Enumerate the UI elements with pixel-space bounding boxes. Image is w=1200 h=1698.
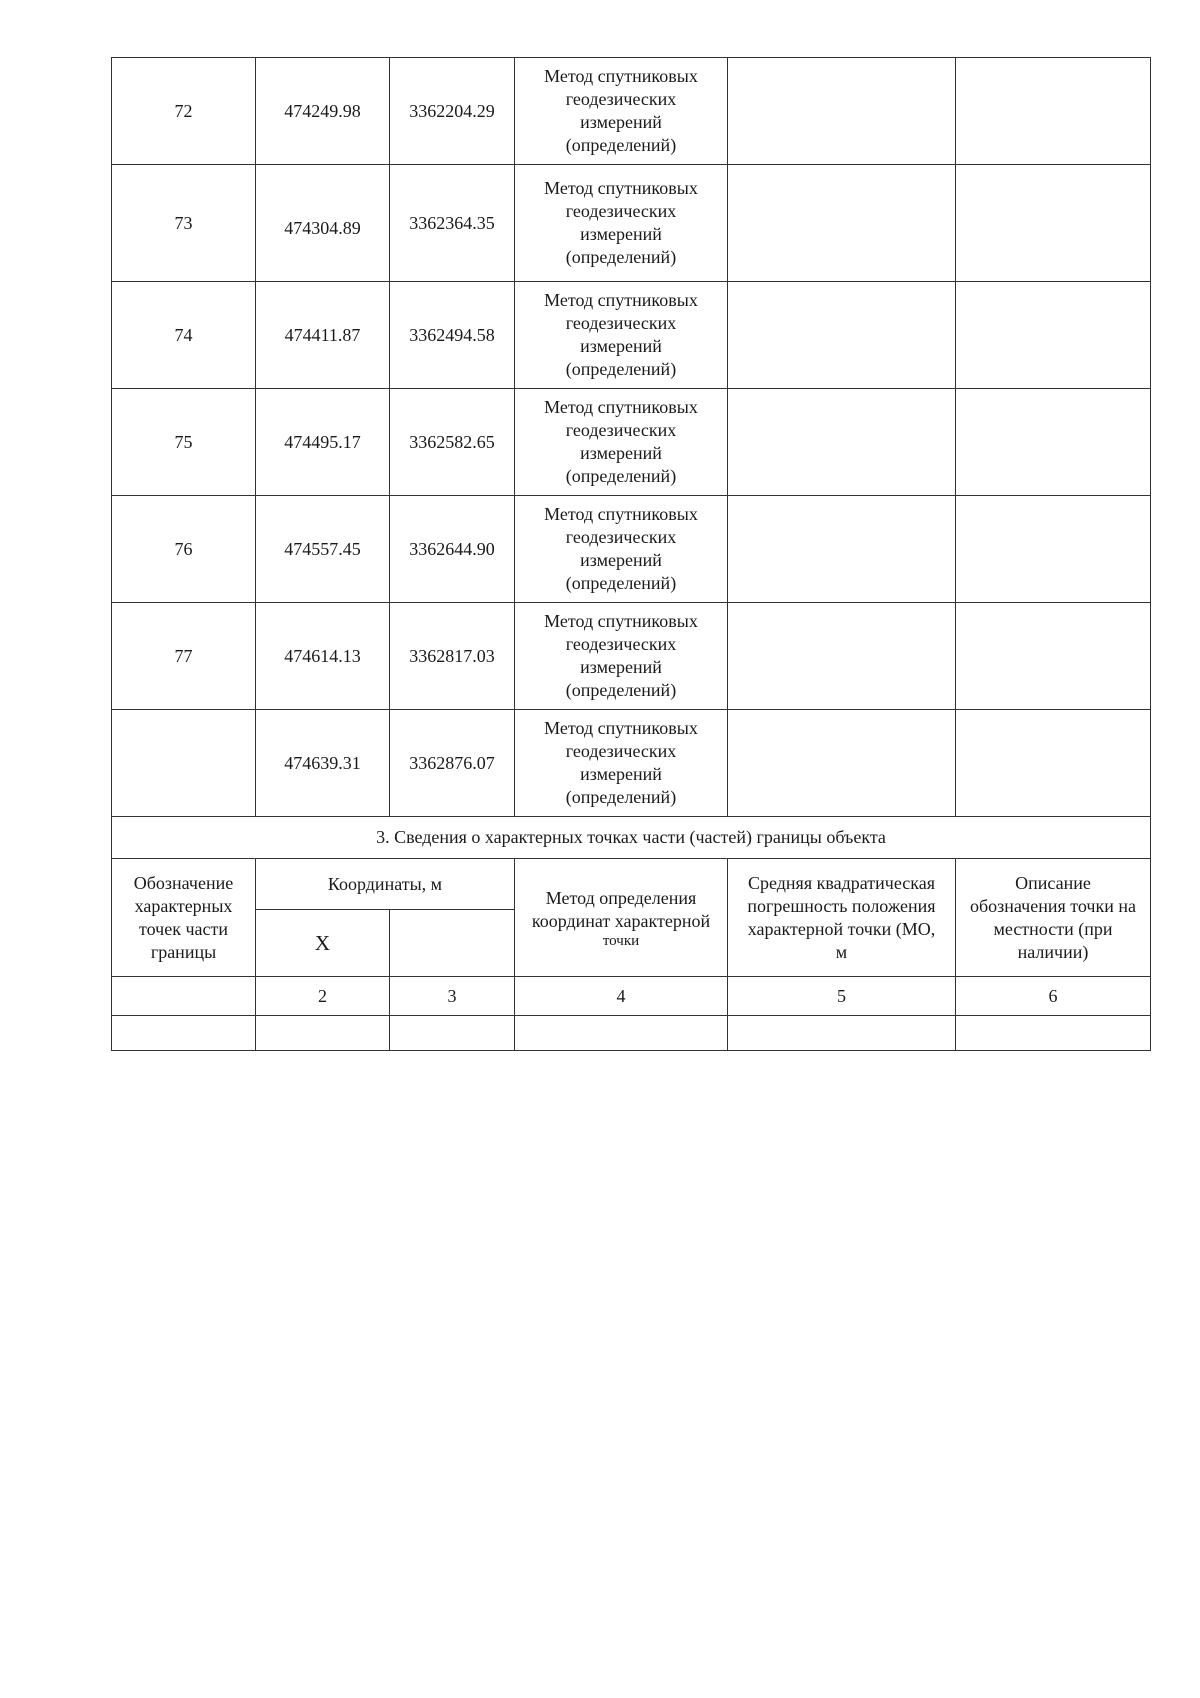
column-numbers-row [112, 977, 1151, 1016]
x-coordinate: 474614.13 [256, 603, 390, 710]
header-row [112, 859, 1151, 910]
x-coordinate: 474411.87 [256, 282, 390, 389]
header-line: м [835, 941, 848, 962]
method-line: измерений [580, 443, 662, 463]
description-cell [956, 58, 1151, 165]
header-method [515, 859, 728, 977]
point-id: 77 [112, 603, 256, 710]
column-number: 2 [256, 977, 390, 1016]
method-line: Метод спутниковых [544, 718, 698, 738]
point-id: 76 [112, 496, 256, 603]
x-coordinate: 474639.31 [256, 710, 390, 817]
empty-cell [956, 1016, 1151, 1051]
y-coordinate: 3362204.29 [390, 58, 515, 165]
method-line: (определений) [565, 680, 677, 700]
method-cell [515, 58, 728, 165]
empty-cell [256, 1016, 390, 1051]
method-line: (определений) [565, 573, 677, 593]
header-line: погрешность положения [747, 895, 936, 916]
method-line: геодезических [565, 634, 677, 654]
method-line: Метод спутниковых [544, 611, 698, 631]
header-coordinates: Координаты, м [256, 859, 515, 910]
y-coordinate: 3362364.35 [390, 165, 515, 282]
y-coordinate: 3362876.07 [390, 710, 515, 817]
method-line: (определений) [565, 466, 677, 486]
header-line: Метод определения [545, 887, 697, 908]
method-line: измерений [580, 657, 662, 677]
error-cell [728, 58, 956, 165]
header-line: характерных [134, 895, 233, 916]
table-row [112, 389, 1151, 496]
description-cell [956, 389, 1151, 496]
method-line: измерений [580, 224, 662, 244]
method-line: (определений) [565, 135, 677, 155]
table-row [112, 710, 1151, 817]
header-line: Средняя квадратическая [747, 872, 935, 893]
method-cell [515, 165, 728, 282]
header-designation [112, 859, 256, 977]
method-line: геодезических [565, 420, 677, 440]
method-line: геодезических [565, 89, 677, 109]
method-line: измерений [580, 764, 662, 784]
table-row [112, 282, 1151, 389]
header-line: наличии) [1017, 941, 1089, 962]
point-id: 74 [112, 282, 256, 389]
description-cell [956, 165, 1151, 282]
column-number: 3 [390, 977, 515, 1016]
method-line: (определений) [565, 247, 677, 267]
method-line: (определений) [565, 359, 677, 379]
table-row [112, 1016, 1151, 1051]
description-cell [956, 710, 1151, 817]
table-row [112, 165, 1151, 282]
empty-cell [390, 1016, 515, 1051]
method-line: измерений [580, 336, 662, 356]
column-number: 6 [956, 977, 1151, 1016]
x-coordinate: 474304.89 [256, 165, 390, 282]
method-line: (определений) [565, 787, 677, 807]
error-cell [728, 165, 956, 282]
point-id: 72 [112, 58, 256, 165]
method-line: Метод спутниковых [544, 397, 698, 417]
x-coordinate: 474495.17 [256, 389, 390, 496]
point-id: 73 [112, 165, 256, 282]
header-line: обозначения точки на [970, 895, 1136, 916]
x-coordinate: 474557.45 [256, 496, 390, 603]
header-line: Обозначение [133, 872, 234, 893]
description-cell [956, 603, 1151, 710]
table-row [112, 603, 1151, 710]
header-line: точки [602, 932, 640, 949]
method-line: Метод спутниковых [544, 178, 698, 198]
error-cell [728, 710, 956, 817]
description-cell [956, 282, 1151, 389]
y-coordinate: 3362817.03 [390, 603, 515, 710]
header-line: местности (при [993, 918, 1113, 939]
header-line: точек части [139, 918, 228, 939]
method-line: геодезических [565, 527, 677, 547]
method-line: измерений [580, 550, 662, 570]
column-number: 5 [728, 977, 956, 1016]
empty-cell [728, 1016, 956, 1051]
error-cell [728, 282, 956, 389]
method-cell [515, 282, 728, 389]
empty-cell [515, 1016, 728, 1051]
method-cell [515, 496, 728, 603]
header-line: координат характерной [531, 910, 711, 931]
method-line: Метод спутниковых [544, 290, 698, 310]
method-line: геодезических [565, 313, 677, 333]
method-cell [515, 710, 728, 817]
section-title: 3. Сведения о характерных точках части (частей) границы объекта [112, 817, 1151, 859]
point-id [112, 710, 256, 817]
column-number [112, 977, 256, 1016]
method-line: Метод спутниковых [544, 66, 698, 86]
header-line: Описание [1015, 872, 1091, 893]
header-line: границы [150, 941, 217, 962]
y-coordinate: 3362494.58 [390, 282, 515, 389]
header-error [728, 859, 956, 977]
method-line: геодезических [565, 741, 677, 761]
empty-cell [112, 1016, 256, 1051]
error-cell [728, 496, 956, 603]
x-coordinate: 474249.98 [256, 58, 390, 165]
header-description [956, 859, 1151, 977]
method-line: измерений [580, 112, 662, 132]
section-title-row [112, 817, 1151, 859]
table-row [112, 58, 1151, 165]
method-line: Метод спутниковых [544, 504, 698, 524]
table-row [112, 496, 1151, 603]
y-coordinate: 3362644.90 [390, 496, 515, 603]
header-line: характерной точки (МО, [747, 918, 936, 939]
method-line: геодезических [565, 201, 677, 221]
error-cell [728, 603, 956, 710]
points-table [111, 57, 1151, 1051]
header-x: X [256, 910, 390, 977]
method-cell [515, 389, 728, 496]
header-y [390, 910, 515, 977]
method-cell [515, 603, 728, 710]
point-id: 75 [112, 389, 256, 496]
error-cell [728, 389, 956, 496]
column-number: 4 [515, 977, 728, 1016]
y-coordinate: 3362582.65 [390, 389, 515, 496]
description-cell [956, 496, 1151, 603]
